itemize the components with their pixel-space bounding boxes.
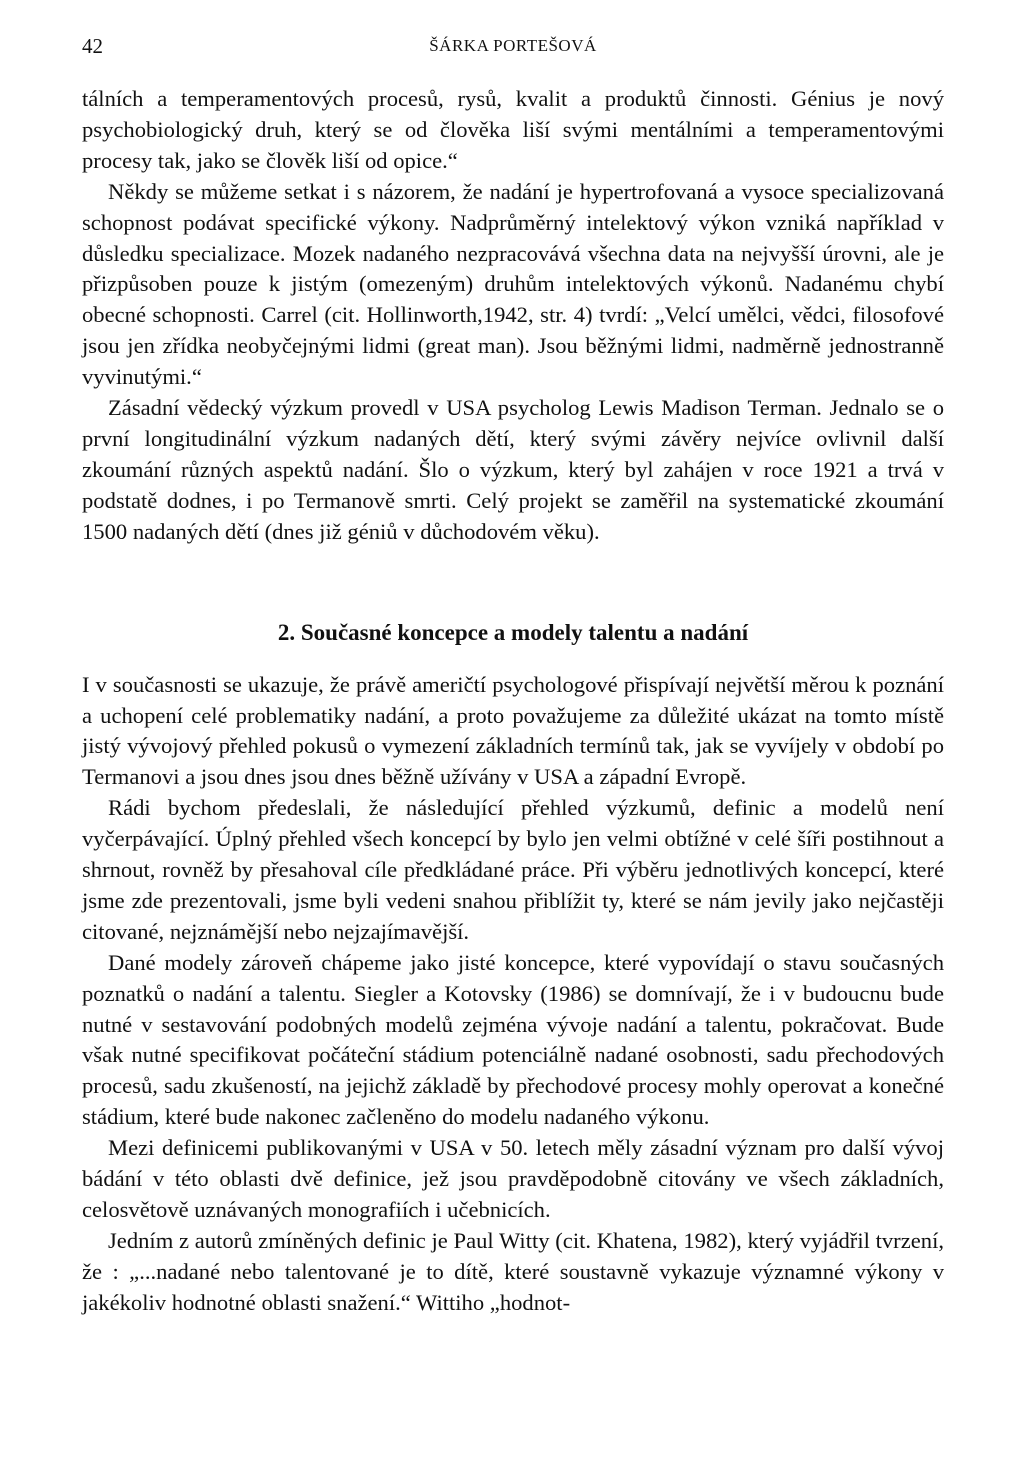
body-text-bottom xyxy=(82,670,944,1319)
body-text-top xyxy=(82,84,944,548)
paragraph: tálních a temperamentových procesů, rysů, kvalit a produktů činnosti. Génius je nový psychobiologický druh, který se od člověka liší svými mentálními a temperamentovými procesy tak, jako se člověk liší od opice.“ xyxy=(82,86,944,173)
running-head-author: ŠÁRKA PORTEŠOVÁ xyxy=(429,36,597,55)
paragraph: Zásadní vědecký výzkum provedl v USA psycholog Lewis Madison Terman. Jednalo se o první longitudinální výzkum nadaných dětí, který svými závěry nejvíce ovlivnil další zkoumání různých aspektů nadání. Šlo o výzkum, který byl zahájen v roce 1921 a trvá v podstatě dodnes, i po Termanově smrti. Celý projekt se zaměřil na systematické zkoumání 1500 nadaných dětí (dnes již géniů v důchodovém věku). xyxy=(82,395,944,544)
section-heading: 2. Současné koncepce a modely talentu a nadání xyxy=(277,619,749,645)
running-header xyxy=(82,30,944,62)
document-page xyxy=(82,30,944,1319)
paragraph: Jedním z autorů zmíněných definic je Paul Witty (cit. Khatena, 1982), který vyjádřil tvrzení, že : „...nadané nebo talentované je to dítě, které soustavně vykazuje významné výkony v jakékoliv hodnotné oblasti snažení.“ Wittiho „hodnot- xyxy=(82,1227,944,1315)
paragraph: I v současnosti se ukazuje, že právě američtí psychologové přispívají největší měrou k poznání a uchopení celé problematiky nadání, a proto považujeme za důležité ukázat na tomto místě jistý vývojový přehled pokusů o vymezení základních termínů tak, jak se vyvíjely v období po Termanovi a jsou dnes jsou dnes běžně užívány v USA a západní Evropě. xyxy=(82,671,944,790)
paragraph: Někdy se můžeme setkat i s názorem, že nadání je hypertrofovaná a vysoce specializovaná schopnost podávat specifické výkony. Nadprůměrný intelektový výkon vzniká například v důsledku specializace. Mozek nadaného nezpracovává všechna data na nejvyšší úrovni, ale je přizpůsoben pouze k jistým (omezeným) druhům intelektových výkonů. Nadanému chybí obecné schopnosti. Carrel (cit. Hollinworth,1942, str. 4) tvrdí: „Velcí umělci, vědci, filosofové jsou jen zřídka neobyčejnými lidmi (great man). Jsou běžnými lidmi, nadměrně jednostranně vyvinutými.“ xyxy=(82,178,944,390)
paragraph: Mezi definicemi publikovanými v USA v 50. letech měly zásadní význam pro další vývoj bádání v této oblasti dvě definice, jež jsou pravděpodobně citovány ve všech základních, celosvětově uznávaných monografiích i učebnicích. xyxy=(82,1135,944,1222)
paragraph: Dané modely zároveň chápeme jako jisté koncepce, které vypovídají o stavu současných poznatků o nadání a talentu. Siegler a Kotovsky (1986) se domnívají, že i v budoucnu bude nutné v sestavování podobných modelů zejména vývoje nadání a talentu, pokračovat. Bude však nutné specifikovat počáteční stádium potenciálně nadané osobnosti, sadu přechodových procesů, sadu zkušeností, na jejichž základě by přechodové procesy mohly operovat a konečné stádium, které bude nakonec začleněno do modelu nadaného výkonu. xyxy=(82,949,944,1130)
page-number: 42 xyxy=(82,34,103,58)
paragraph: Rádi bychom předeslali, že následující přehled výzkumů, definic a modelů není vyčerpávající. Úplný přehled všech koncepcí by bylo jen velmi obtížné v celé šíři postihnout a shrnout, rovněž by přesahoval cíle předkládané práce. Při výběru jednotlivých koncepcí, které jsme zde prezentovali, jsme byli vedeni snahou přiblížit ty, které se nám jevily jako nejčastěji citované, nejznámější nebo nejzajímavější. xyxy=(82,795,944,944)
